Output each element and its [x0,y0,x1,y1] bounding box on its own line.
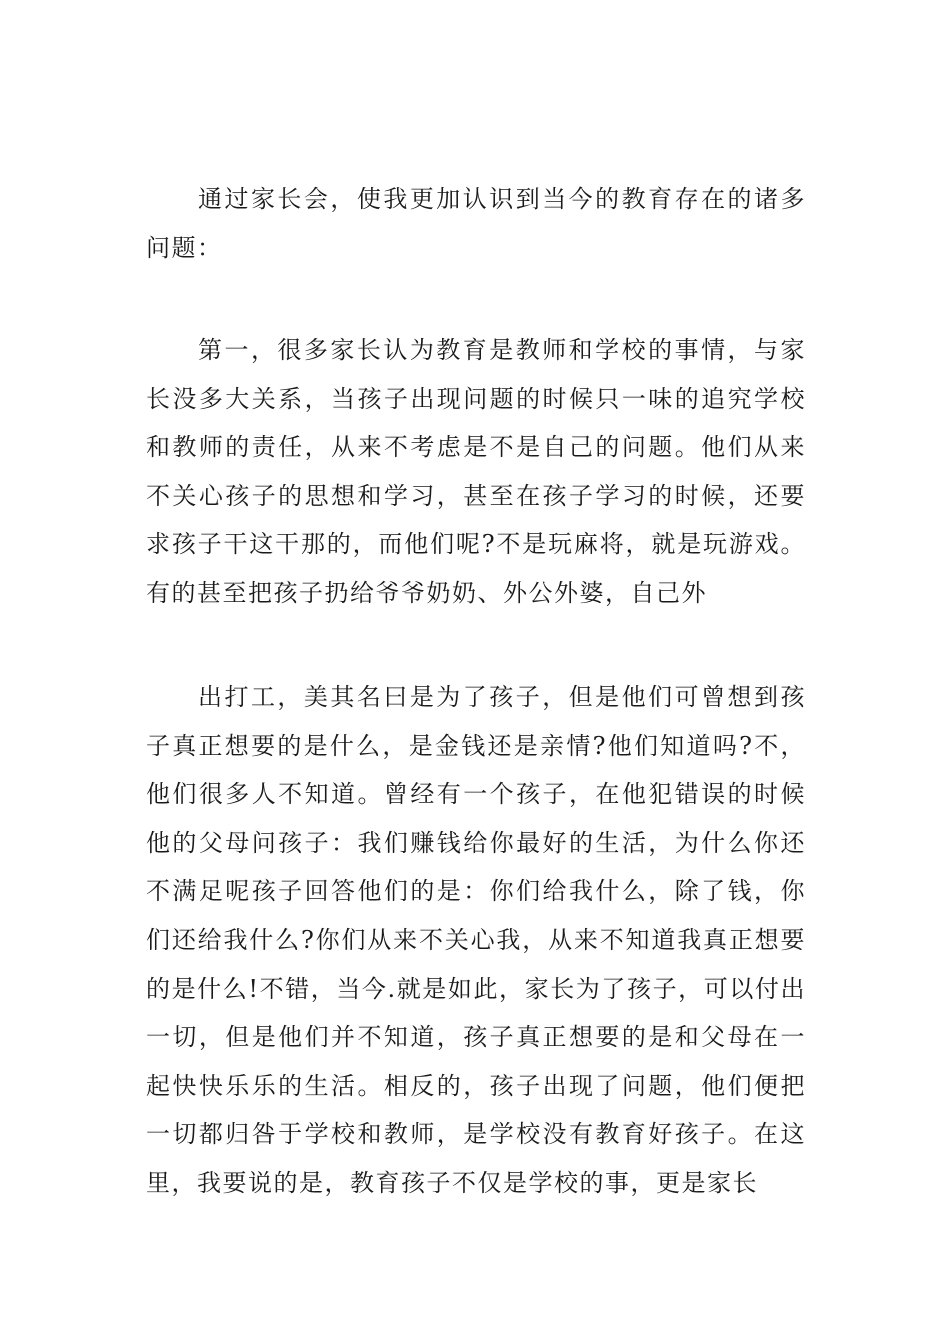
paragraph-intro: 通过家长会，使我更加认识到当今的教育存在的诸多问题： [146,185,806,262]
paragraph-first-point: 第一，很多家长认为教育是教师和学校的事情，与家长没多大关系，当孩子出现问题的时候只一味的追究学校和教师的责任，从来不考虑是不是自己的问题。他们从来不关心孩子的思想和学习，甚至在孩子学习的时候，还要求孩子干这干那的，而他们呢?不是玩麻将，就是玩游戏。有的甚至把孩子扔给爷爷奶奶、外公外婆，自己外 [146,336,806,607]
paragraph-continuation: 出打工，美其名曰是为了孩子，但是他们可曾想到孩子真正想要的是什么，是金钱还是亲情?他们知道吗?不，他们很多人不知道。曾经有一个孩子，在他犯错误的时候他的父母问孩子：我们赚钱给你最好的生活，为什么你还不满足呢孩子回答他们的是：你们给我什么，除了钱，你们还给我什么?你们从来不关心我，从来不知道我真正想要的是什么!不错，当今.就是如此，家长为了孩子，可以付出一切，但是他们并不知道，孩子真正想要的是和父母在一起快快乐乐的生活。相反的，孩子出现了问题，他们便把一切都归咎于学校和教师，是学校没有教育好孩子。在这里，我要说的是，教育孩子不仅是学校的事，更是家长 [146,683,806,1197]
